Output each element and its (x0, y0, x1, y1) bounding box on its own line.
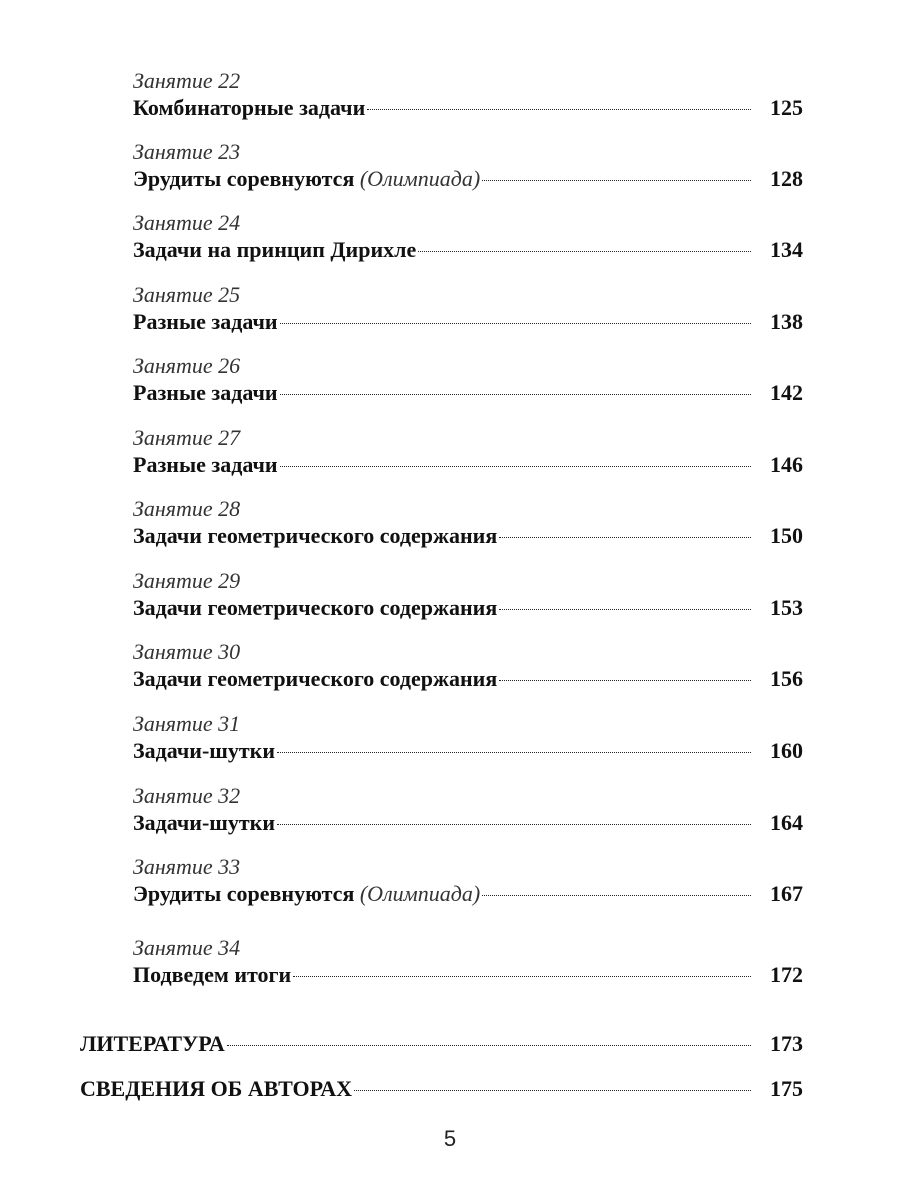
lesson-label: Занятие 33 (133, 854, 241, 879)
dot-leader (482, 895, 751, 896)
entry-page-number: 125 (770, 95, 803, 120)
toc-line (133, 594, 803, 622)
entry-title: Задачи-шутки (133, 738, 276, 763)
toc-line (133, 809, 803, 837)
toc-line (133, 961, 803, 989)
toc-entry-about-authors (80, 1075, 803, 1103)
dot-leader (280, 394, 751, 395)
entry-page-number: 146 (770, 452, 803, 477)
toc-line (133, 522, 803, 550)
toc-entry-lesson-33 (133, 854, 803, 908)
dot-leader (499, 537, 751, 538)
entry-page-number: 164 (770, 810, 803, 835)
toc-line (80, 1075, 803, 1103)
toc-line (133, 165, 803, 193)
toc-line (133, 451, 803, 479)
entry-title: Подведем итоги (133, 962, 292, 987)
toc-line (133, 665, 803, 693)
lesson-label: Занятие 31 (133, 711, 241, 736)
entry-page-number: 160 (770, 738, 803, 763)
toc-line (80, 1030, 803, 1058)
toc-entry-lesson-31 (133, 711, 803, 765)
dot-leader (482, 180, 751, 181)
entry-page-number: 175 (770, 1076, 803, 1101)
entry-page-number: 138 (770, 309, 803, 334)
entry-title: Разные задачи (133, 309, 278, 334)
section-title: ЛИТЕРАТУРА (80, 1031, 225, 1056)
toc-entry-lesson-23 (133, 139, 803, 193)
toc-line (133, 236, 803, 264)
dot-leader (499, 680, 751, 681)
entry-page-number: 153 (770, 595, 803, 620)
lesson-label: Занятие 34 (133, 935, 241, 960)
dot-leader (280, 323, 751, 324)
toc-entry-lesson-22 (133, 68, 803, 122)
entry-title: Задачи-шутки (133, 810, 276, 835)
entry-page-number: 156 (770, 666, 803, 691)
entry-title: Задачи геометрического содержания (133, 595, 498, 620)
lesson-label: Занятие 32 (133, 783, 241, 808)
lesson-label: Занятие 26 (133, 353, 241, 378)
dot-leader (499, 609, 751, 610)
entry-title: Задачи геометрического содержания (133, 666, 498, 691)
entry-page-number: 173 (770, 1031, 803, 1056)
entry-page-number: 150 (770, 523, 803, 548)
lesson-label: Занятие 24 (133, 210, 241, 235)
entry-page-number: 128 (770, 166, 803, 191)
toc-entry-lesson-24 (133, 210, 803, 264)
lesson-label: Занятие 23 (133, 139, 241, 164)
toc-line (133, 94, 803, 122)
toc-entry-lesson-27 (133, 425, 803, 479)
dot-leader (277, 752, 751, 753)
entry-title: Разные задачи (133, 380, 278, 405)
toc-entry-lesson-34 (133, 935, 803, 989)
lesson-label: Занятие 30 (133, 639, 241, 664)
lesson-label: Занятие 27 (133, 425, 241, 450)
dot-leader (354, 1090, 751, 1091)
entry-title: Комбинаторные задачи (133, 95, 366, 120)
dot-leader (418, 251, 751, 252)
dot-leader (227, 1045, 751, 1046)
lesson-label: Занятие 29 (133, 568, 241, 593)
lesson-label: Занятие 25 (133, 282, 241, 307)
dot-leader (293, 976, 751, 977)
toc-line (133, 880, 803, 908)
lesson-label: Занятие 28 (133, 496, 241, 521)
entry-title: Разные задачи (133, 452, 278, 477)
entry-title: Задачи геометрического содержания (133, 523, 498, 548)
toc-entry-lesson-28 (133, 496, 803, 550)
dot-leader (367, 109, 751, 110)
section-title: СВЕДЕНИЯ ОБ АВТОРАХ (80, 1076, 352, 1101)
dot-leader (277, 824, 751, 825)
entry-page-number: 167 (770, 881, 803, 906)
toc-line (133, 379, 803, 407)
dot-leader (280, 466, 751, 467)
lesson-label: Занятие 22 (133, 68, 241, 93)
page-number: 5 (443, 1126, 457, 1151)
toc-entry-literature (80, 1030, 803, 1058)
entry-page-number: 134 (770, 237, 803, 262)
entry-title: Эрудиты соревнуются (Олимпиада) (133, 166, 481, 191)
entry-title: Задачи на принцип Дирихле (133, 237, 417, 262)
toc-line (133, 737, 803, 765)
toc-entry-lesson-25 (133, 282, 803, 336)
toc-entry-lesson-29 (133, 568, 803, 622)
entry-page-number: 172 (770, 962, 803, 987)
toc-line (133, 308, 803, 336)
toc-entry-lesson-32 (133, 783, 803, 837)
toc-entry-lesson-26 (133, 353, 803, 407)
entry-page-number: 142 (770, 380, 803, 405)
toc-entry-lesson-30 (133, 639, 803, 693)
entry-title: Эрудиты соревнуются (Олимпиада) (133, 881, 481, 906)
